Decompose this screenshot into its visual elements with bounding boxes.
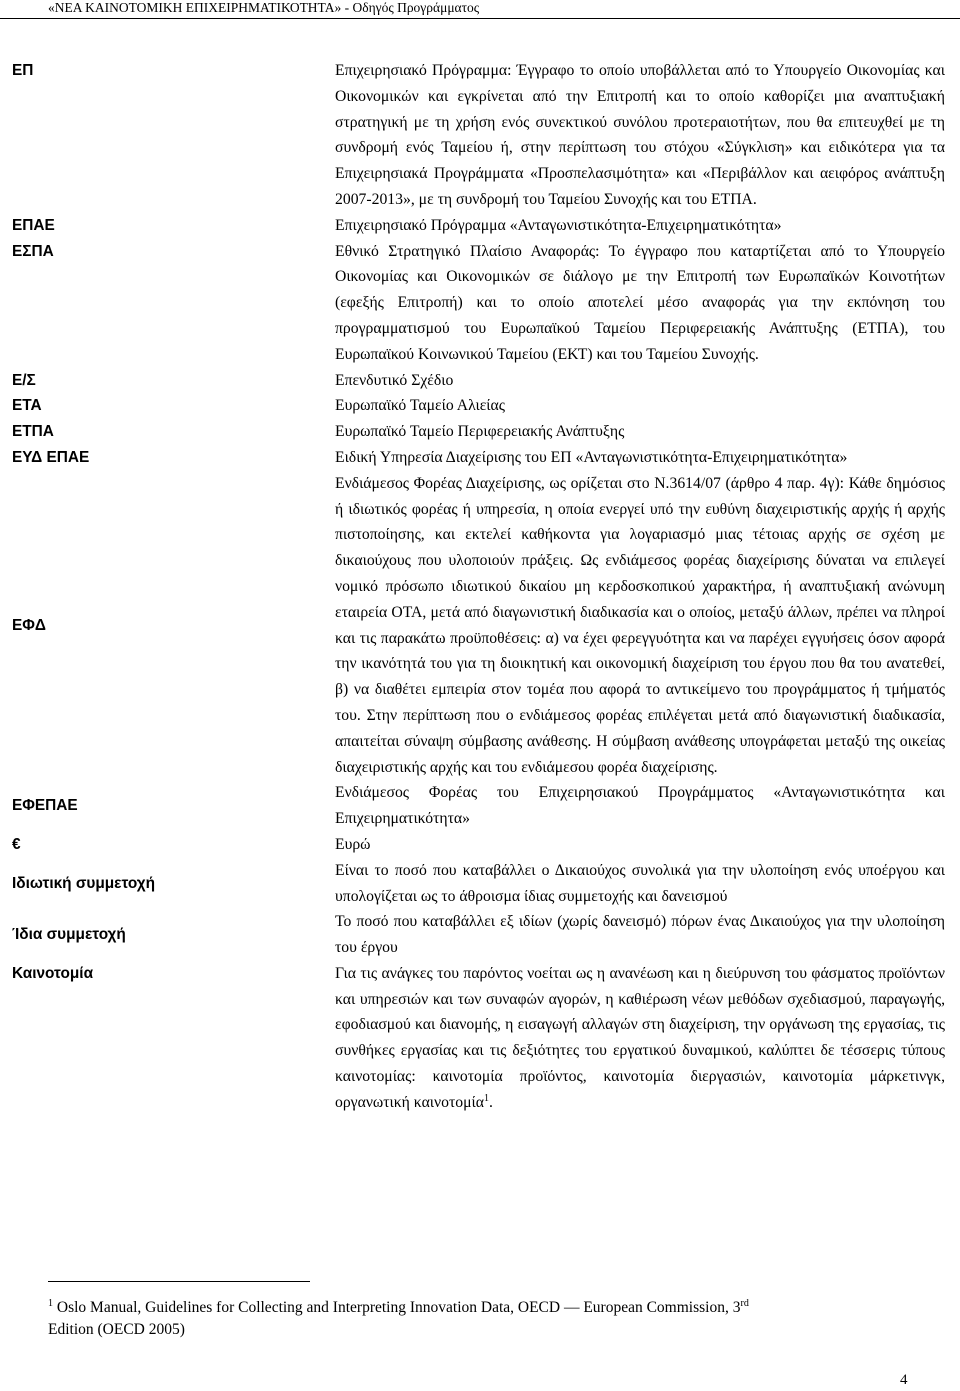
glossary-definition (335, 961, 945, 1116)
euro-symbol: € (12, 835, 21, 853)
glossary-row (0, 832, 960, 858)
glossary-definition: Είναι το ποσό που καταβάλλει ο Δικαιούχος συνολικά για την υλοποίηση ενός υποέργου και υπολογίζεται ως το άθροισμα ίδιας συμμετοχής και δανεισμού (335, 861, 945, 905)
glossary-term: ΕΤΑ (12, 397, 42, 415)
glossary-definition: Ειδική Υπηρεσία Διαχείρισης του ΕΠ «Ανταγωνιστικότητα-Επιχειρηματικότητα» (335, 448, 848, 466)
page-number: 4 (900, 1372, 908, 1388)
header-rule (0, 18, 960, 19)
glossary-term: ΕΤΠΑ (12, 423, 54, 441)
glossary-term: ΕΦΕΠΑΕ (12, 797, 78, 815)
definition-text: Για τις ανάγκες του παρόντος νοείται ως η ανανέωση και η διεύρυνση του φάσματος προϊόντων και υπηρεσιών και των συναφών αγορών, η καθιέρωση νέων μεθόδων σχεδιασμού, παραγωγής, εφοδιασμού και διανομής, η εισαγωγή αλλαγών στη διαχείριση, την οργάνωση της εργασίας, τις συνθήκες εργασίας και τις δεξιότητες του εργατικού δυναμικού, καλύπτει δε τέσσερις τύπους καινοτομίας: καινοτομία προϊόντος, καινοτομία διεργασιών, καινοτομία μάρκετινγκ, οργανωτική καινοτομία (335, 964, 945, 1111)
glossary-term: Ιδιωτική συμμετοχή (12, 874, 156, 892)
glossary-definition: Επιχειρησιακό Πρόγραμμα: Έγγραφο το οποίο υποβάλλεται από το Υπουργείο Οικονομίας και Οικονομικών και εγκρίνεται από την Επιτροπή και το οποίο καθορίζει μια αναπτυξιακή στρατηγική με τη χρήση ενός συνεκτικού συνόλου προτεραιοτήτων, που θα επιτευχθεί με τη συνδρομή ενός Ταμείου ή, στην περίπτωση του στόχου «Σύγκλιση» και ειδικότερα για τα Επιχειρησιακά Προγράμματα «Προσπελασιμότητα» και «Περιβάλλον και αειφόρος ανάπτυξη 2007-2013», με τη συνδρομή του Ταμείου Συνοχής και του ΕΤΠΑ. (335, 62, 945, 208)
footnote-superscript: rd (740, 1298, 749, 1309)
glossary-definition: Επενδυτικό Σχέδιο (335, 371, 454, 389)
glossary-definition: Ενδιάμεσος Φορέας Διαχείρισης, ως ορίζεται στο Ν.3614/07 (άρθρο 4 παρ. 4γ): Κάθε δημόσιος ή ιδιωτικός φορέας ή υπηρεσία, η οποία ενεργεί υπό την ευθύνη διαχειριστικής αρχής ή αρχής πιστοποίησης, και εκτελεί καθήκοντα για λογαριασμό μιας τέτοιας αρχής σε σχέση με δικαιούχους που υλοποιούν πράξεις. Ως ενδιάμεσος φορέας διαχείρισης δύναται να επιλεγεί νομικό πρόσωπο ιδιωτικού δικαίου μη κερδοσκοπικού χαρακτήρα, ή αναπτυξιακή ανώνυμη εταιρεία ΟΤΑ, μετά από διαγωνιστική διαδικασία και ο οποίος, μεταξύ άλλων, πρέπει να πληροί και τις παρακάτω προϋποθέσεις: α) να έχει φερεγγυότητα και να παρέχει εγγυήσεις όσον αφορά την ικανότητά του για τη διοικητική και οικονομική διαχείριση του έργου που θα του ανατεθεί, β) να διαθέτει εμπειρία στον τομέα που αφορά το αντικείμενο του προγράμματος ή τμήματός του. Στην περίπτωση που ο ενδιάμεσος φορέας επιλέγεται μετά από διαγωνιστική διαδικασία, απαιτείται σύναψη σύμβασης ανάθεσης. Η σύμβαση ανάθεσης υπογράφεται μεταξύ της οικείας διαχειριστικής αρχής και του ενδιάμεσου φορέα διαχείρισης. (335, 474, 945, 776)
glossary-row (0, 909, 960, 961)
footnote-rule (48, 1281, 310, 1282)
glossary-row (0, 239, 960, 368)
footnote-text: Oslo Manual, Guidelines for Collecting and Interpreting Innovation Data, OECD — European Commission, 3 (56, 1299, 741, 1317)
glossary-row (0, 471, 960, 781)
glossary-table (0, 58, 960, 1116)
glossary-row (0, 368, 960, 394)
running-header: «ΝΕΑ ΚΑΙΝΟΤΟΜΙΚΗ ΕΠΙΧΕΙΡΗΜΑΤΙΚΟΤΗΤΑ» - Οδηγός Προγράμματος (48, 0, 480, 15)
glossary-row (0, 780, 960, 832)
glossary-row (0, 419, 960, 445)
glossary-definition: Ευρωπαϊκό Ταμείο Αλιείας (335, 397, 505, 415)
footnote (48, 1293, 928, 1341)
glossary-row (0, 58, 960, 213)
glossary-row (0, 961, 960, 1116)
glossary-definition: Επιχειρησιακό Πρόγραμμα «Ανταγωνιστικότητα-Επιχειρηματικότητα» (335, 216, 782, 234)
glossary-definition: Ευρωπαϊκό Ταμείο Περιφερειακής Ανάπτυξης (335, 423, 625, 441)
glossary-term: ΕΣΠΑ (12, 242, 54, 260)
glossary-term: ΕΠΑΕ (12, 216, 55, 234)
glossary-definition: Το ποσό που καταβάλλει εξ ιδίων (χωρίς δανεισμό) πόρων ένας Δικαιούχος για την υλοποίηση του έργου (335, 913, 945, 957)
glossary-row (0, 393, 960, 419)
glossary-definition: Ενδιάμεσος Φορέας του Επιχειρησιακού Προγράμματος «Ανταγωνιστικότητα και Επιχειρηματικότητα» (335, 784, 945, 828)
glossary-row (0, 858, 960, 910)
glossary-row (0, 445, 960, 471)
definition-trailing: . (488, 1093, 493, 1111)
footnote-number: 1 (48, 1298, 53, 1309)
glossary-term: ΕΥΔ ΕΠΑΕ (12, 448, 90, 466)
glossary-term: Ε/Σ (12, 371, 36, 389)
glossary-definition: Εθνικό Στρατηγικό Πλαίσιο Αναφοράς: Το έγγραφο που καταρτίζεται από το Υπουργείο Οικονομίας και Οικονομικών σε διάλογο με την Επιτροπή των Ευρωπαϊκών Κοινοτήτων (εφεξής Επιτροπή) και το οποίο αποτελεί μέσο αναφοράς για την εκπόνηση του προγραμματισμού του Ευρωπαϊκού Ταμείου Περιφερειακής Ανάπτυξης (ΕΤΠΑ), του Ευρωπαϊκού Κοινωνικού Ταμείου (ΕΚΤ) και του Ταμείου Συνοχής. (335, 242, 945, 363)
glossary-definition: Ευρώ (335, 835, 371, 853)
glossary-term: Καινοτομία (12, 964, 94, 982)
glossary-term: ΕΦΔ (12, 616, 46, 634)
glossary-term: Ίδια συμμετοχή (12, 926, 126, 944)
footnote-text-end: Edition (OECD 2005) (48, 1321, 185, 1339)
glossary-row (0, 213, 960, 239)
footnote-reference[interactable]: 1 (483, 1092, 489, 1104)
glossary-term: ΕΠ (12, 62, 34, 79)
